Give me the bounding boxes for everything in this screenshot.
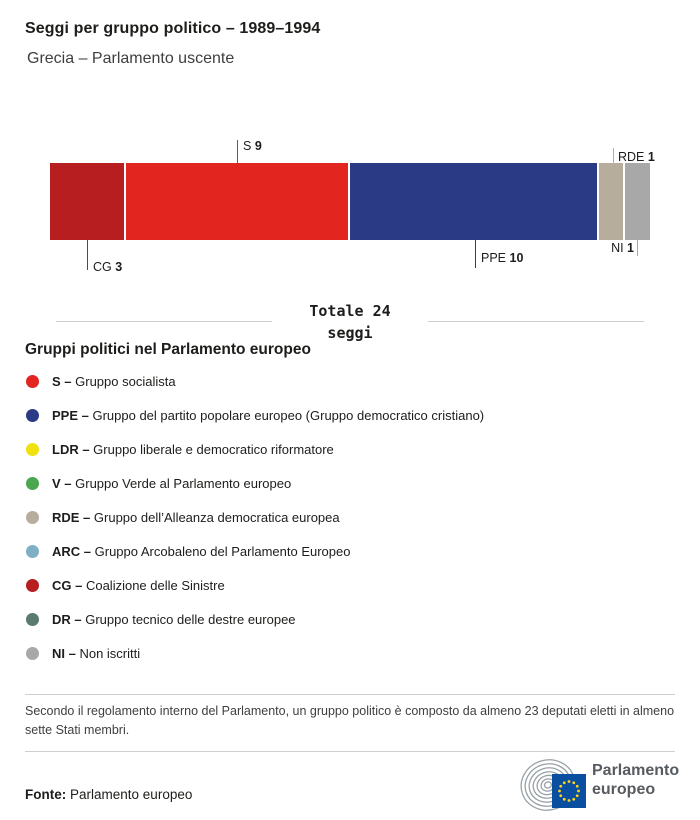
legend-label: NI – Non iscritti	[52, 645, 141, 661]
legend-label: DR – Gruppo tecnico delle destre europee	[52, 611, 296, 627]
group-seats: 9	[254, 139, 262, 153]
logo-line1: Parlamento	[592, 762, 680, 779]
group-code: S	[243, 139, 252, 153]
seat-bar	[50, 163, 650, 240]
legend-item-ni	[25, 636, 685, 670]
legend-item-arc	[25, 534, 685, 568]
legend-label: PPE – Gruppo del partito popolare europeo (Gruppo democratico cristiano)	[52, 407, 485, 423]
bar-segment-ppe[interactable]	[350, 163, 597, 240]
legend-item-cg	[25, 568, 685, 602]
legend-list	[25, 364, 685, 670]
source-label: Fonte:	[25, 787, 67, 802]
ni-color-dot-icon	[26, 647, 39, 660]
cg-color-dot-icon	[26, 579, 39, 592]
callout-line-ppe	[475, 240, 476, 268]
legend-label: LDR – Gruppo liberale e democratico riformatore	[52, 441, 334, 457]
dr-color-dot-icon	[26, 613, 39, 626]
eu-flag-icon	[552, 774, 586, 808]
callout-label-s	[243, 139, 262, 153]
bar-segment-s[interactable]	[126, 163, 348, 240]
rde-color-dot-icon	[26, 511, 39, 524]
divider-footer	[25, 751, 675, 752]
source-line	[25, 787, 192, 802]
eu-stars	[552, 774, 586, 808]
legend-item-v	[25, 466, 685, 500]
legend-item-dr	[25, 602, 685, 636]
legend-label: RDE – Gruppo dell’Alleanza democratica europea	[52, 509, 340, 525]
legend-label: V – Gruppo Verde al Parlamento europeo	[52, 475, 292, 491]
total-seats	[0, 300, 700, 344]
bar-segment-ni[interactable]	[625, 163, 650, 240]
callout-label-ppe	[481, 251, 523, 265]
legend-label: S – Gruppo socialista	[52, 373, 176, 389]
callout-line-cg	[87, 240, 88, 270]
s-color-dot-icon	[26, 375, 39, 388]
bar-segment-rde[interactable]	[599, 163, 624, 240]
callout-label-rde	[618, 150, 655, 164]
legend-item-ppe	[25, 398, 685, 432]
page-subtitle: Grecia – Parlamento uscente	[27, 50, 235, 67]
ppe-color-dot-icon	[26, 409, 39, 422]
callout-label-ni	[611, 241, 634, 255]
callout-label-cg	[93, 260, 122, 274]
group-code: CG	[93, 260, 112, 274]
footnote: Secondo il regolamento interno del Parlamento, un gruppo politico è composto da almeno 23 deputati eletti in almeno sette Stati membri.	[25, 704, 675, 737]
group-code: PPE	[481, 251, 507, 265]
arc-color-dot-icon	[26, 545, 39, 558]
legend-heading: Gruppi politici nel Parlamento europeo	[25, 341, 311, 358]
logo-line2: europeo	[592, 780, 656, 798]
legend-item-ldr	[25, 432, 685, 466]
bar-segment-cg[interactable]	[50, 163, 124, 240]
v-color-dot-icon	[26, 477, 39, 490]
legend-item-s	[25, 364, 685, 398]
legend-label: CG – Coalizione delle Sinistre	[52, 577, 225, 593]
group-code: RDE	[618, 150, 645, 164]
callout-line-ni	[637, 240, 638, 256]
ep-logo-wordmark	[592, 762, 679, 799]
group-seats: 10	[509, 251, 524, 265]
divider-note	[25, 694, 675, 695]
group-seats: 1	[627, 241, 634, 255]
group-code: NI	[611, 241, 624, 255]
legend-item-rde	[25, 500, 685, 534]
callout-line-s	[237, 140, 238, 163]
total-line1: Totale 24	[309, 302, 391, 320]
source-value: Parlamento europeo	[70, 787, 193, 802]
legend-label: ARC – Gruppo Arcobaleno del Parlamento Europeo	[52, 543, 351, 559]
ldr-color-dot-icon	[26, 443, 39, 456]
page-title: Seggi per gruppo politico – 1989–1994	[25, 20, 321, 37]
callout-line-rde	[613, 148, 614, 163]
group-seats: 1	[647, 150, 655, 164]
total-line2: seggi	[327, 324, 373, 342]
group-seats: 3	[115, 260, 123, 274]
